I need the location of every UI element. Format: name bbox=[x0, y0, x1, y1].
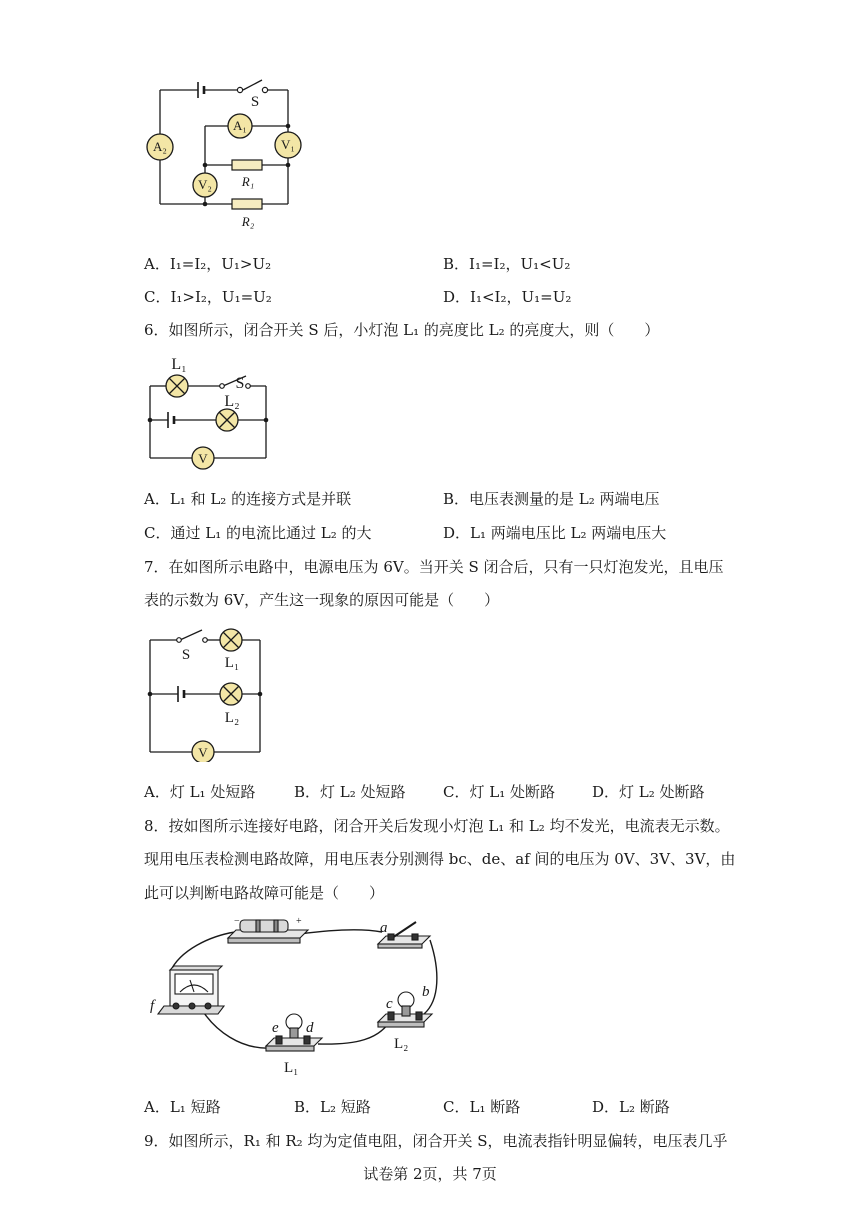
page-footer: 试卷第 2页，共 7页 bbox=[363, 1165, 497, 1183]
q8-stem-line1: 8．按如图所示连接好电路，闭合开关后发现小灯泡 L₁ 和 L₂ 均不发光，电流表无示数。 bbox=[144, 817, 730, 835]
svg-text:−: − bbox=[234, 916, 240, 927]
point-e-label: e bbox=[272, 1020, 279, 1036]
q7-option-b: B．灯 L₂ 处短路 bbox=[294, 783, 406, 801]
q7-option-a: A．灯 L₁ 处短路 bbox=[144, 783, 256, 801]
q5-option-c: C．I₁>I₂，U₁=U₂ bbox=[144, 288, 272, 306]
q6-option-a: A．L₁ 和 L₂ 的连接方式是并联 bbox=[144, 490, 352, 508]
lamp-l1-label: L₁ bbox=[224, 655, 240, 671]
meter-a2-label: A₂ bbox=[153, 139, 167, 154]
q8-physical-circuit-picture bbox=[140, 910, 450, 1090]
q8-stem-line2: 现用电压表检测电路故障，用电压表分别测得 bc、de、af 间的电压为 0V、3V、3V，由 bbox=[144, 850, 736, 868]
lamp-l1-label: L₁ bbox=[171, 356, 187, 373]
q6-option-c: C．通过 L₁ 的电流比通过 L₂ 的大 bbox=[144, 524, 372, 542]
q7-option-d: D．灯 L₂ 处断路 bbox=[592, 783, 705, 801]
q7-stem-line2: 表的示数为 6V，产生这一现象的原因可能是（ ） bbox=[144, 591, 500, 609]
resistor-r1-label: R₁ bbox=[241, 174, 255, 189]
lamp-l2-label: L₂ bbox=[394, 1036, 409, 1052]
q7-circuit-diagram bbox=[140, 622, 280, 762]
svg-text:+: + bbox=[296, 916, 302, 927]
q8-option-a: A．L₁ 短路 bbox=[144, 1098, 221, 1116]
q8-option-c: C．L₁ 断路 bbox=[443, 1098, 521, 1116]
resistor-r2-label: R₂ bbox=[241, 214, 255, 229]
point-b-label: b bbox=[422, 984, 430, 1000]
q5-option-b: B．I₁=I₂，U₁<U₂ bbox=[443, 255, 571, 273]
lamp-l2-label: L₂ bbox=[224, 710, 240, 726]
q7-stem-line1: 7．在如图所示电路中，电源电压为 6V。当开关 S 闭合后，只有一只灯泡发光，且电压 bbox=[144, 558, 724, 576]
q8-option-b: B．L₂ 短路 bbox=[294, 1098, 371, 1116]
q9-stem-line1: 9．如图所示，R₁ 和 R₂ 均为定值电阻，闭合开关 S，电流表指针明显偏转，电压表几乎 bbox=[144, 1132, 728, 1150]
switch-s-label: S bbox=[181, 647, 191, 663]
q5-option-a: A．I₁=I₂，U₁>U₂ bbox=[144, 255, 272, 273]
q5-circuit-diagram bbox=[140, 70, 320, 240]
q6-stem: 6．如图所示，闭合开关 S 后，小灯泡 L₁ 的亮度比 L₂ 的亮度大，则（ ） bbox=[144, 321, 660, 339]
meter-a1-label: A₁ bbox=[233, 118, 247, 133]
lamp-l2-label: L₂ bbox=[224, 393, 240, 410]
meter-v2-label: V₂ bbox=[198, 177, 212, 192]
q8-stem-line3: 此可以判断电路故障可能是（ ） bbox=[144, 884, 385, 902]
point-c-label: c bbox=[386, 996, 393, 1012]
voltmeter-label: V bbox=[198, 745, 208, 760]
q7-option-c: C．灯 L₁ 处断路 bbox=[443, 783, 555, 801]
q6-option-d: D．L₁ 两端电压比 L₂ 两端电压大 bbox=[443, 524, 667, 542]
switch-s-label: S bbox=[250, 94, 260, 110]
meter-v1-label: V₁ bbox=[281, 137, 295, 152]
lamp-l1-label: L₁ bbox=[284, 1060, 299, 1076]
q8-option-d: D．L₂ 断路 bbox=[592, 1098, 670, 1116]
switch-s-label: S bbox=[235, 375, 245, 392]
point-a-label: a bbox=[380, 920, 388, 936]
voltmeter-label: V bbox=[198, 451, 208, 466]
q6-option-b: B．电压表测量的是 L₂ 两端电压 bbox=[443, 490, 660, 508]
q5-option-d: D．I₁<I₂，U₁=U₂ bbox=[443, 288, 572, 306]
q6-circuit-diagram bbox=[140, 350, 280, 470]
point-d-label: d bbox=[306, 1020, 314, 1036]
point-f-label: f bbox=[150, 998, 155, 1014]
